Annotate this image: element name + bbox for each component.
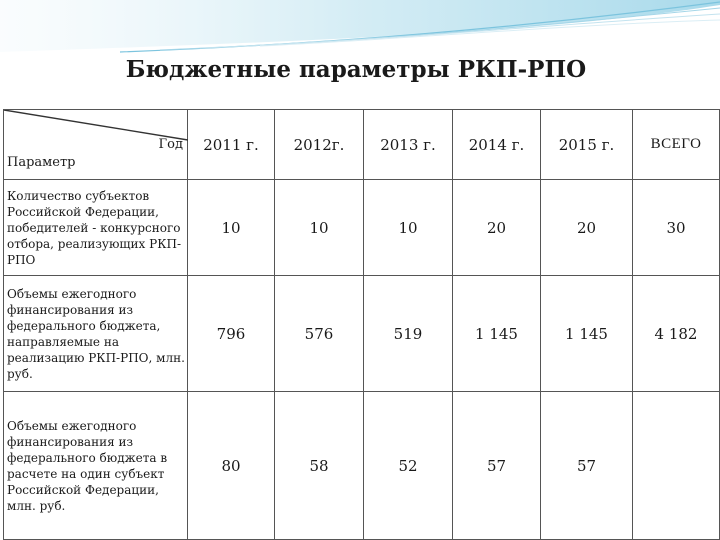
table-cell: 30: [633, 180, 720, 276]
table-cell: 20: [453, 180, 541, 276]
table-cell: 4 182: [633, 276, 720, 392]
column-header: 2013 г.: [364, 110, 453, 180]
table-row: [4, 276, 720, 392]
page-title: Бюджетные параметры РКП-РПО: [125, 56, 587, 83]
table-cell: [633, 392, 720, 540]
table-cell: 796: [188, 276, 275, 392]
column-header: 2011 г.: [188, 110, 275, 180]
table-cell: 52: [364, 392, 453, 540]
column-header: 2012г.: [275, 110, 364, 180]
budget-table: [3, 109, 720, 540]
row-label: Объемы ежегодного финансирования из федерального бюджета в расчете на один субъект Российской Федерации, млн. руб.: [4, 392, 188, 540]
year-label: Год: [158, 137, 183, 152]
table-cell: 1 145: [453, 276, 541, 392]
column-header-total: ВСЕГО: [633, 110, 720, 180]
param-label: Параметр: [7, 155, 76, 170]
table-row: [4, 180, 720, 276]
table-cell: 519: [364, 276, 453, 392]
table-cell: 80: [188, 392, 275, 540]
column-header: 2015 г.: [541, 110, 633, 180]
table-cell: 1 145: [541, 276, 633, 392]
column-header: 2014 г.: [453, 110, 541, 180]
table-cell: 20: [541, 180, 633, 276]
table-cell: 576: [275, 276, 364, 392]
corner-cell: [4, 110, 188, 180]
table-row: [4, 392, 720, 540]
table-cell: 10: [275, 180, 364, 276]
table-cell: 57: [541, 392, 633, 540]
table-cell: 58: [275, 392, 364, 540]
row-label: Объемы ежегодного финансирования из федерального бюджета, направляемые на реализацию РКП-РПО, млн. руб.: [4, 276, 188, 392]
table-cell: 10: [188, 180, 275, 276]
row-label: Количество субъектов Российской Федерации, победителей - конкурсного отбора, реализующих РКП-РПО: [4, 180, 188, 276]
table-header-row: [4, 110, 720, 180]
decorative-swoosh: [0, 0, 720, 60]
table-cell: 10: [364, 180, 453, 276]
table-cell: 57: [453, 392, 541, 540]
